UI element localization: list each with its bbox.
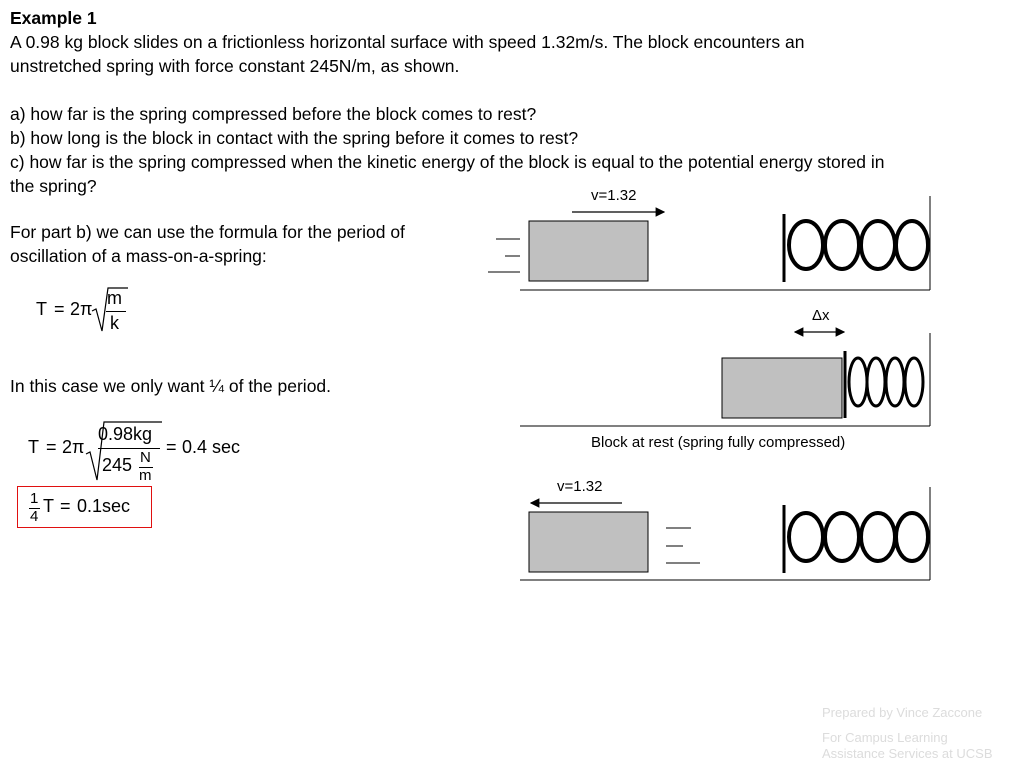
- calc-equals: =: [46, 437, 57, 457]
- scene-block-rebounding: [520, 487, 930, 580]
- example-title: Example 1: [10, 8, 97, 28]
- footer-prepared-by: Prepared by Vince Zaccone: [822, 705, 983, 720]
- question-b: b) how long is the block in contact with the spring before it comes to rest?: [10, 128, 579, 148]
- compressed-spring-coil-icon: [849, 358, 923, 406]
- calc-unit-denominator: m: [139, 467, 152, 484]
- calc-unit-numerator: N: [140, 449, 151, 466]
- answer-value: 0.1sec: [77, 496, 131, 516]
- calc-result-equals: =: [166, 437, 177, 457]
- calc-lhs: T: [28, 437, 39, 457]
- at-rest-caption: Block at rest (spring fully compressed): [591, 434, 846, 451]
- bottom-velocity-label: v=1.32: [557, 478, 603, 495]
- scene-block-approaching: [488, 196, 930, 290]
- question-c-line-2: the spring?: [10, 176, 97, 196]
- footer-services-line: Assistance Services at UCSB: [822, 746, 993, 761]
- block: [529, 512, 648, 572]
- footer-campus-line: For Campus Learning: [822, 730, 948, 745]
- calc-result: 0.4 sec: [182, 437, 241, 457]
- quarter-period-text: In this case we only want ¼ of the period.: [10, 376, 332, 396]
- block: [722, 358, 842, 418]
- calc-numerator: 0.98kg: [98, 424, 153, 444]
- scene-block-at-rest: [520, 332, 930, 426]
- question-c-line-1: c) how far is the spring compressed when the kinetic energy of the block is equal to the potential energy stored in: [10, 152, 885, 172]
- part-b-text-line-1: For part b) we can use the formula for the period of: [10, 222, 405, 242]
- spring-coil-icon: [789, 513, 928, 561]
- problem-statement-line-2: unstretched spring with force constant 245N/m, as shown.: [10, 56, 460, 76]
- formula-denominator: k: [110, 313, 119, 333]
- question-a: a) how far is the spring compressed before the block comes to rest?: [10, 104, 537, 124]
- answer-lhs: T: [43, 496, 54, 516]
- answer-equals: =: [60, 496, 71, 516]
- spring-coil-icon: [789, 221, 928, 269]
- answer-fraction-denominator: 4: [30, 508, 39, 525]
- delta-x-label: Δx: [812, 307, 830, 324]
- formula-equals: =: [54, 299, 65, 319]
- formula-lhs: T: [36, 299, 47, 319]
- answer-fraction-numerator: 1: [30, 490, 39, 507]
- part-b-text-line-2: oscillation of a mass-on-a-spring:: [10, 246, 267, 266]
- formula-numerator: m: [107, 288, 122, 308]
- calc-denominator-value: 245: [102, 455, 133, 475]
- top-velocity-label: v=1.32: [591, 187, 637, 204]
- formula-two-pi: 2π: [70, 299, 93, 319]
- block: [529, 221, 648, 281]
- calc-two-pi: 2π: [62, 437, 85, 457]
- problem-statement-line-1: A 0.98 kg block slides on a frictionless horizontal surface with speed 1.32m/s. The block encounters an: [10, 32, 805, 52]
